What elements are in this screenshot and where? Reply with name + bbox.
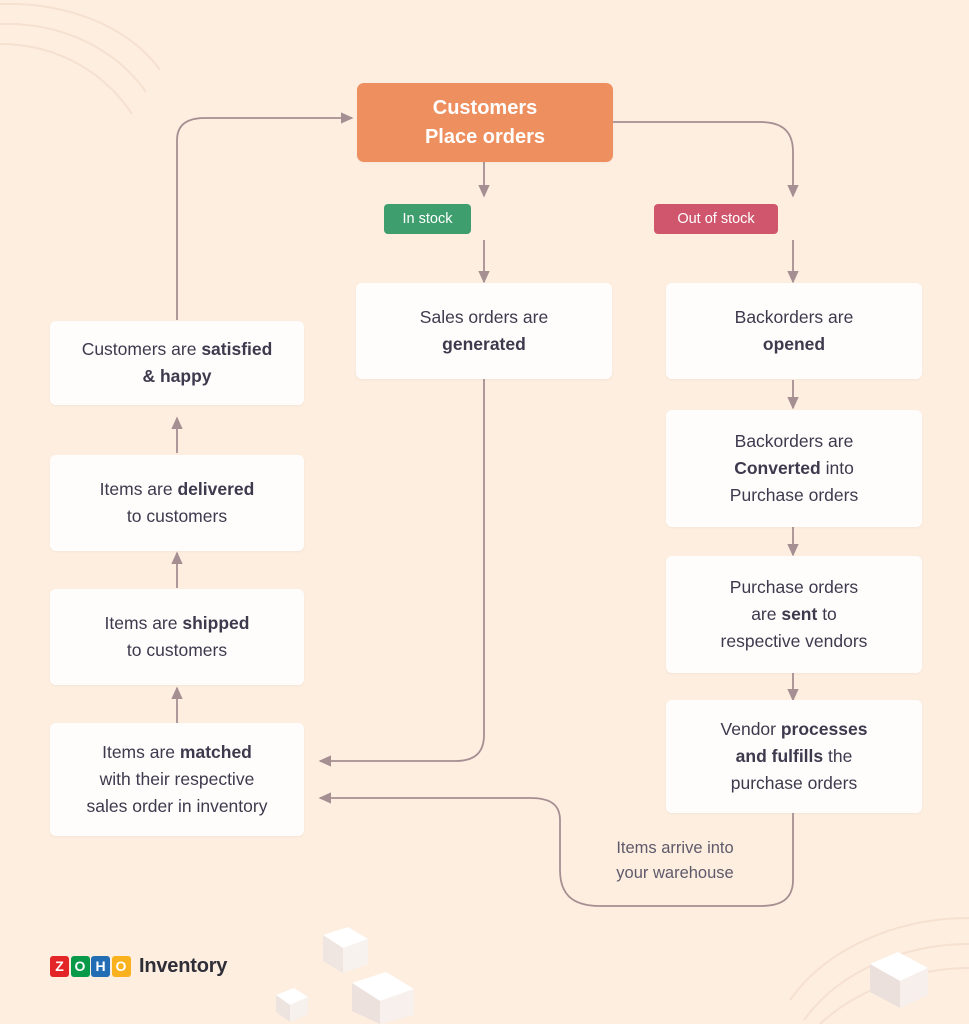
node-items-shipped[interactable] xyxy=(50,589,304,685)
node-vendor-processes[interactable] xyxy=(666,700,922,813)
edge-label-items-arrive xyxy=(560,836,790,886)
node-line-3: respective vendors xyxy=(720,631,868,652)
node-line-1-pre: Vendor xyxy=(720,718,781,739)
node-sales-orders-generated[interactable] xyxy=(356,283,612,379)
node-line-1-bold: processes xyxy=(780,718,868,739)
node-line-2-rest: into xyxy=(820,457,854,478)
logo-product-name: Inventory xyxy=(139,954,228,977)
node-purchase-orders-sent[interactable] xyxy=(666,556,922,673)
node-line-2: opened xyxy=(762,334,826,354)
logo-letter-h: H xyxy=(91,956,110,977)
tag-out-of-stock xyxy=(654,204,778,234)
node-line-3: purchase orders xyxy=(730,773,858,794)
node-line-1-bold: satisfied xyxy=(201,338,273,359)
node-items-matched[interactable] xyxy=(50,723,304,836)
logo-letter-z: Z xyxy=(50,956,69,977)
node-line-3: Purchase orders xyxy=(729,485,859,506)
node-line-2-bold: & happy xyxy=(142,366,212,386)
node-line-1-bold: shipped xyxy=(182,612,250,633)
node-backorders-converted[interactable] xyxy=(666,410,922,527)
tag-in-stock-label: In stock xyxy=(402,211,453,227)
node-line-1-bold: matched xyxy=(179,741,252,762)
tag-out-of-stock-label: Out of stock xyxy=(677,211,755,227)
edge-label-line-2: your warehouse xyxy=(616,863,734,882)
node-line-1: Backorders are xyxy=(734,306,854,327)
tag-in-stock xyxy=(384,204,471,234)
node-items-delivered[interactable] xyxy=(50,455,304,551)
node-line-2-bold: and fulfills xyxy=(735,745,824,766)
node-line-3: sales order in inventory xyxy=(86,796,268,817)
node-line-2-bold: Converted xyxy=(734,457,821,478)
node-line-1: Customers xyxy=(432,96,538,119)
node-line-1-pre: Items are xyxy=(104,612,183,633)
zoho-inventory-logo xyxy=(50,953,227,979)
node-line-2-bold: sent xyxy=(781,603,818,624)
logo-letter-o1: O xyxy=(71,956,90,977)
node-customers-satisfied[interactable] xyxy=(50,321,304,405)
node-line-2: Place orders xyxy=(424,125,546,148)
node-line-2-pre: are xyxy=(751,603,782,624)
node-backorders-opened[interactable] xyxy=(666,283,922,379)
logo-letter-o2: O xyxy=(112,956,131,977)
node-line-2-post: the xyxy=(823,745,853,766)
node-line-2: generated xyxy=(442,334,526,354)
node-line-2: to customers xyxy=(126,506,228,526)
node-line-2: to customers xyxy=(126,640,228,660)
node-line-1-pre: Items are xyxy=(102,741,180,762)
node-line-2-post: to xyxy=(817,603,837,624)
node-line-1-bold: delivered xyxy=(177,478,255,499)
node-line-1: Backorders are xyxy=(734,430,854,451)
node-line-1: Sales orders are xyxy=(419,306,549,327)
node-line-1: Purchase orders xyxy=(729,576,859,597)
node-line-1-pre: Customers are xyxy=(81,338,202,359)
node-line-2: with their respective xyxy=(99,768,255,789)
node-customers-place-orders[interactable] xyxy=(357,83,613,162)
edge-label-line-1: Items arrive into xyxy=(616,839,734,857)
node-line-1-pre: Items are xyxy=(99,478,178,499)
